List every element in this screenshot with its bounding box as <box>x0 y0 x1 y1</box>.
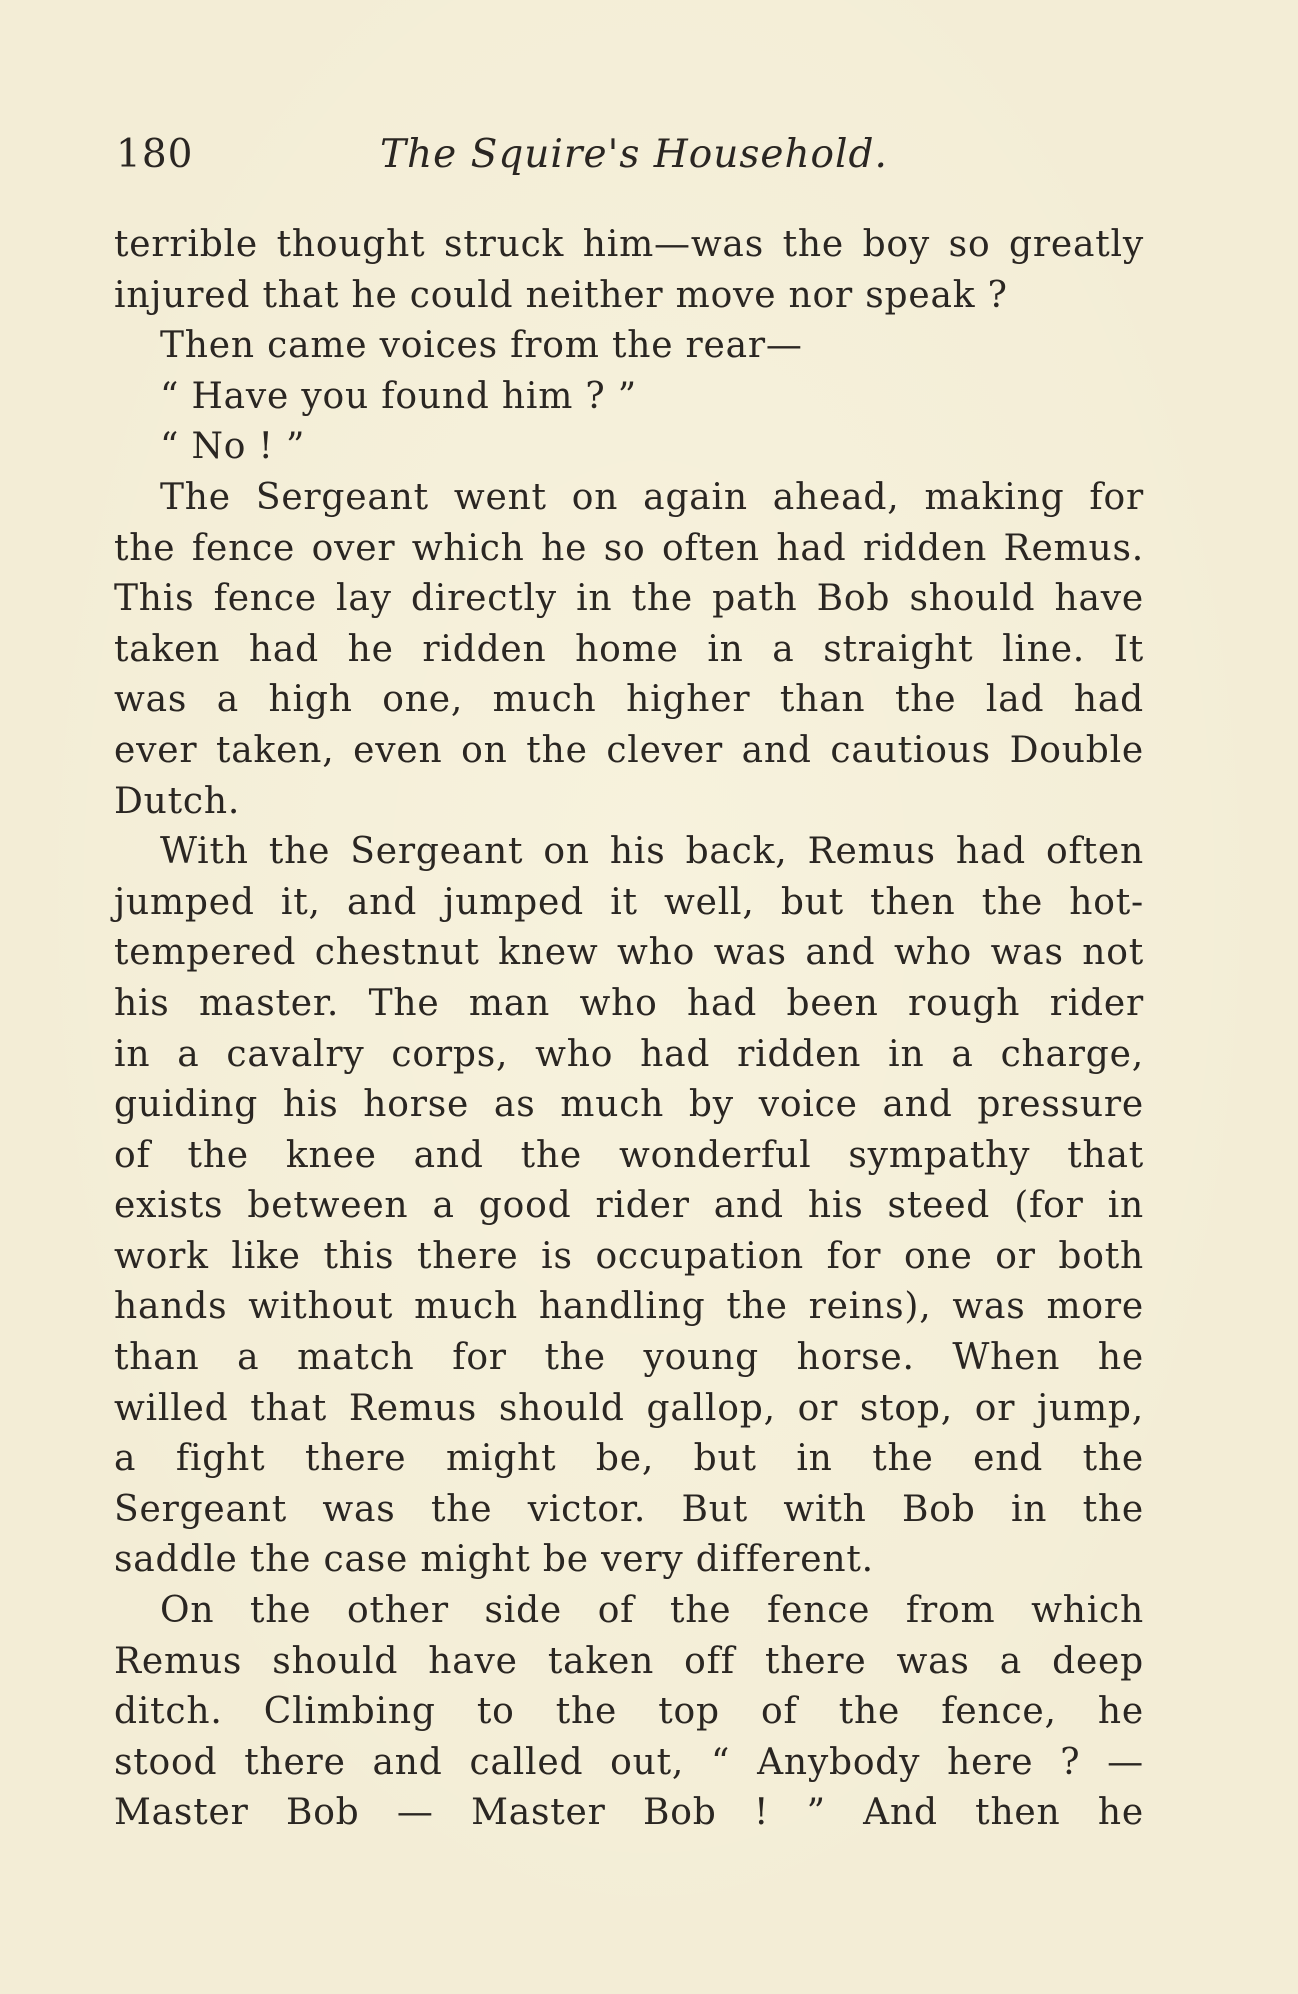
text-line: injured that he could neither move nor speak ? <box>114 274 1008 316</box>
text-line: “ Have you found him ? ” <box>160 375 637 417</box>
text-line: terrible thought struck him—was the boy so greatly <box>114 224 1144 265</box>
text-line: With the Sergeant on his back, Remus had often <box>160 831 1144 873</box>
text-line: work like this there is occupation for one or both <box>114 1235 1144 1277</box>
text-line: Dutch. <box>114 780 241 822</box>
text-line: ever taken, even on the clever and cautious Double <box>114 729 1144 771</box>
body-text <box>114 220 1144 1839</box>
text-line: tempered chestnut knew who was and who was not <box>114 932 1144 974</box>
page-number: 180 <box>116 132 194 177</box>
text-line: was a high one, much higher than the lad had <box>114 679 1144 721</box>
text-line: ditch. Climbing to the top of the fence, he <box>114 1691 1144 1733</box>
text-line: in a cavalry corps, who had ridden in a charge, <box>114 1033 1144 1075</box>
text-line: guiding his horse as much by voice and pressure <box>114 1084 1144 1126</box>
text-line: taken had he ridden home in a straight line. It <box>114 628 1144 670</box>
text-line: of the knee and the wonderful sympathy that <box>114 1134 1144 1176</box>
text-line: Remus should have taken off there was a deep <box>114 1640 1144 1682</box>
text-line: saddle the case might be very different. <box>114 1539 874 1581</box>
text-line: willed that Remus should gallop, or stop, or jump, <box>114 1387 1144 1429</box>
text-line: a fight there might be, but in the end the <box>114 1438 1144 1480</box>
text-line: This fence lay directly in the path Bob should have <box>114 578 1144 620</box>
text-line: the fence over which he so often had ridden Remus. <box>114 527 1144 569</box>
text-line: jumped it, and jumped it well, but then the hot- <box>114 881 1144 923</box>
running-title: The Squire's Household. <box>380 132 888 177</box>
text-line: stood there and called out, “ Anybody here ? — <box>114 1741 1144 1783</box>
text-line: Then came voices from the rear— <box>160 325 803 367</box>
text-line: The Sergeant went on again ahead, making for <box>160 476 1144 518</box>
text-line: than a match for the young horse. When he <box>114 1337 1144 1379</box>
text-line: Master Bob — Master Bob ! ” And then he <box>114 1792 1144 1834</box>
text-line: hands without much handling the reins), was more <box>114 1286 1144 1328</box>
text-line: exists between a good rider and his steed (for in <box>114 1185 1144 1227</box>
text-line: his master. The man who had been rough rider <box>114 982 1144 1024</box>
text-line: “ No ! ” <box>160 426 306 468</box>
text-line: Sergeant was the victor. But with Bob in the <box>114 1488 1144 1530</box>
page-header <box>116 132 1146 192</box>
text-line: On the other side of the fence from which <box>160 1590 1144 1632</box>
